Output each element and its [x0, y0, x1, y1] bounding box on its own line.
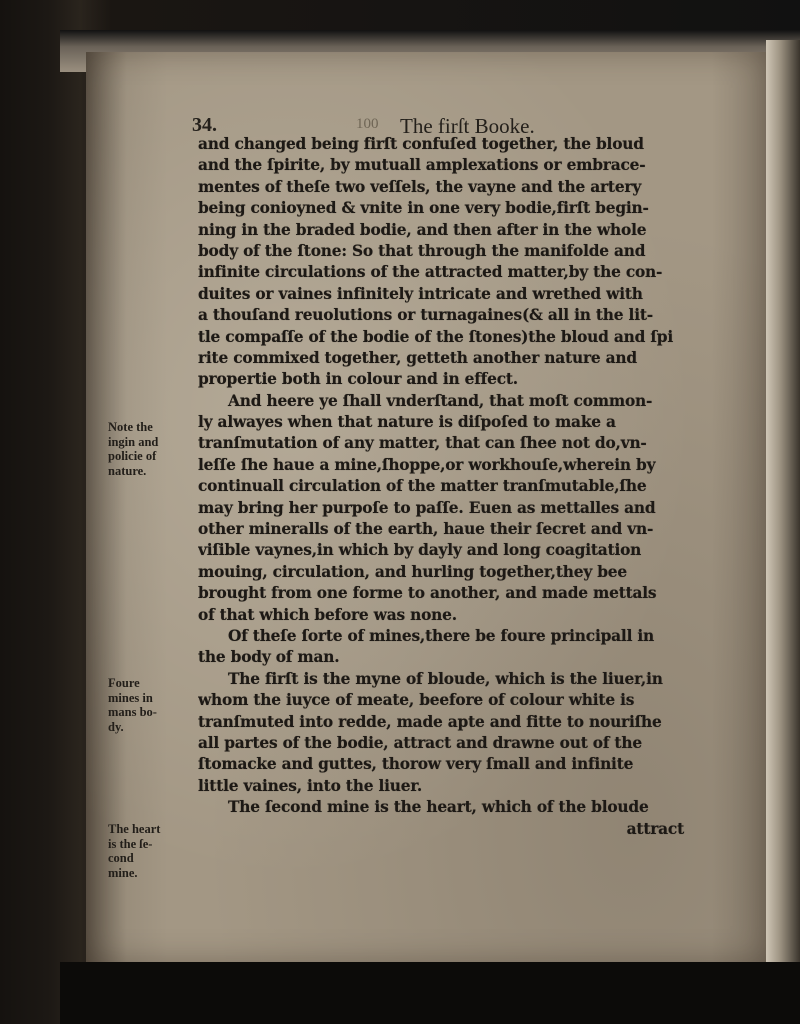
margin-line: mines in	[108, 690, 153, 705]
text-line: and changed being firſt confuſed together, the bloud	[198, 135, 644, 153]
margin-note-nature	[108, 420, 188, 478]
text-line: ſtomacke and guttes, thorow very ſmall and infinite	[198, 755, 634, 774]
text-line: leſſe ſhe haue a mine,ſhoppe,or workhouſe,wherein by	[198, 455, 656, 474]
running-title: The firſt Booke.	[400, 114, 535, 138]
text-line: mouing, circulation, and hurling together,they bee	[198, 562, 627, 581]
text-line: mentes of theſe two veſſels, the vayne and the artery	[198, 177, 642, 196]
text-line: other mineralls of the earth, haue their ſecret and vn-	[198, 520, 654, 539]
background-bottom	[60, 962, 800, 1024]
text-line: tle compaſſe of the bodie of the ſtones)the bloud and ſpi	[198, 327, 673, 346]
margin-line: nature.	[108, 463, 147, 478]
text-line: body of the ſtone: So that through the manifolde and	[198, 241, 646, 260]
margin-line: Foure	[108, 676, 140, 690]
text-line: brought from one forme to another, and made mettals	[198, 584, 657, 603]
margin-note-mines	[108, 676, 188, 734]
margin-line: mine.	[108, 865, 138, 880]
text-line: and the ſpirite, by mutuall amplexations or embrace-	[198, 156, 646, 175]
margin-line: cond	[108, 851, 134, 865]
text-line: The ſecond mine is the heart, which of the bloude	[228, 798, 649, 817]
margin-line: Note the	[108, 420, 153, 434]
faint-mark: 100	[356, 116, 379, 132]
text-line: viſible vaynes,in which by dayly and long coagitation	[198, 541, 642, 560]
text-line: all partes of the bodie, attract and drawne out of the	[198, 733, 642, 752]
text-line: continuall circulation of the matter tranſmutable,ſhe	[198, 477, 647, 496]
text-line: duites or vaines infinitely intricate and wrethed with	[198, 284, 643, 303]
text-line: little vaines, into the liuer.	[198, 776, 422, 795]
text-line: whom the iuyce of meate, beefore of colour white is	[198, 691, 635, 710]
page-edge	[766, 40, 800, 970]
text-line: being conioyned & vnite in one very bodie,firſt begin-	[198, 199, 649, 218]
text-line: infinite circulations of the attracted matter,by the con-	[198, 263, 663, 282]
margin-line: mans bo-	[108, 705, 157, 719]
text-line: tranſmuted into redde, made apte and fitte to nouriſhe	[198, 712, 662, 731]
margin-note-heart	[108, 822, 188, 880]
margin-line: policie of	[108, 449, 157, 463]
text-line: of that which before was none.	[198, 605, 457, 624]
text-line: ly alwayes when that nature is diſpoſed to make a	[198, 413, 616, 432]
text-line: The firſt is the myne of bloude, which is the liuer,in	[228, 669, 663, 688]
margin-line: The heart	[108, 822, 161, 836]
text-line: may bring her purpoſe to paſſe. Euen as mettalles and	[198, 498, 656, 517]
margin-line: ingin and	[108, 434, 159, 449]
text-line: the body of man.	[198, 648, 340, 667]
text-line: ning in the braded bodie, and then after in the whole	[198, 220, 647, 239]
catchword: attract	[626, 819, 684, 838]
text-line: Of theſe ſorte of mines,there be foure principall in	[228, 626, 655, 645]
text-line: And heere ye ſhall vnderſtand, that moſt common-	[228, 391, 653, 410]
margin-line: is the ſe-	[108, 836, 153, 851]
text-line: tranſmutation of any matter, that can ſhee not do,vn-	[198, 434, 647, 453]
text-line: a thouſand reuolutions or turnagaines(& all in the lit-	[198, 306, 653, 325]
text-line: propertie both in colour and in effect.	[198, 370, 518, 389]
body-text	[198, 134, 744, 840]
text-line: rite commixed together, getteth another nature and	[198, 348, 637, 367]
page-number: 34.	[192, 114, 217, 136]
margin-line: dy.	[108, 719, 124, 734]
